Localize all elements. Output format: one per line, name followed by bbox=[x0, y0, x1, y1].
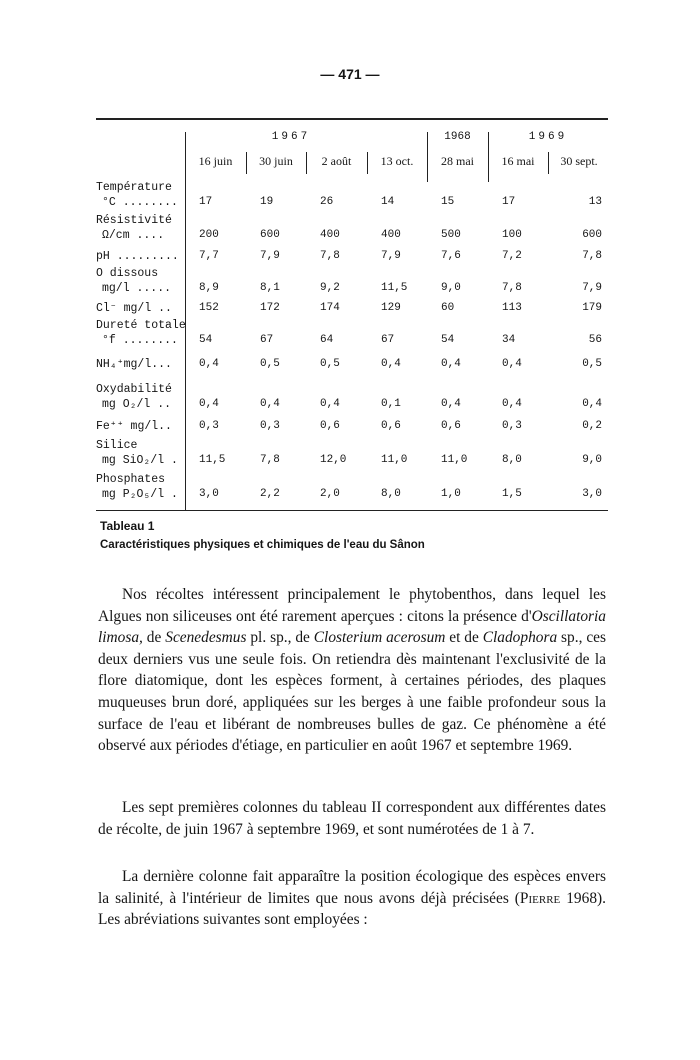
page-number: — 471 — bbox=[320, 66, 380, 82]
date-header: 2 août bbox=[321, 154, 352, 168]
table-cell: 67 bbox=[260, 334, 274, 346]
table-cell: 500 bbox=[441, 229, 461, 241]
table-cell: 3,0 bbox=[199, 488, 219, 500]
table-cell: 8,9 bbox=[199, 282, 219, 294]
table-cell: 11,5 bbox=[381, 282, 408, 294]
table-cell: 2,2 bbox=[260, 488, 280, 500]
table-cell: 0,4 bbox=[441, 358, 461, 370]
date-header: 30 sept. bbox=[560, 154, 598, 168]
table-cell: 26 bbox=[320, 196, 334, 208]
table-cell: 0,5 bbox=[582, 358, 602, 370]
table-cell: 0,4 bbox=[582, 398, 602, 410]
row-label: Phosphates bbox=[96, 473, 166, 486]
table-cell: 54 bbox=[199, 334, 213, 346]
table-cell: 0,3 bbox=[199, 420, 219, 432]
table-top-rule bbox=[96, 118, 608, 120]
table-cell: 17 bbox=[502, 196, 516, 208]
table-cell: 7,8 bbox=[260, 454, 280, 466]
taxon-name: Closterium acerosum bbox=[313, 629, 446, 647]
paragraph bbox=[98, 584, 606, 757]
table-cell: 7,9 bbox=[260, 250, 280, 262]
table-cell: 0,4 bbox=[381, 358, 401, 370]
row-label: Dureté totale bbox=[96, 319, 186, 332]
table-caption-text: Caractéristiques physiques et chimiques de l'eau du Sânon bbox=[100, 539, 425, 551]
row-label: Cl⁻ mg/l .. bbox=[96, 302, 172, 315]
paragraph bbox=[98, 866, 606, 931]
table-cell: 0,4 bbox=[502, 398, 522, 410]
table-cell: 0,4 bbox=[260, 398, 280, 410]
table-cell: 0,4 bbox=[199, 398, 219, 410]
paragraph bbox=[98, 797, 606, 840]
table-cell: 8,0 bbox=[381, 488, 401, 500]
table-cell: 17 bbox=[199, 196, 213, 208]
paragraph-text: Les sept premières colonnes du tableau II correspondent aux différentes dates de récolte, de juin 1967 à septembre 1969, et sont numérotées de 1 à 7. bbox=[98, 799, 606, 838]
table-cell: 12,0 bbox=[320, 454, 347, 466]
year-header: 1968 bbox=[444, 131, 471, 143]
table-cell: 0,2 bbox=[582, 420, 602, 432]
table-cell: 15 bbox=[441, 196, 455, 208]
table-cell: 14 bbox=[381, 196, 395, 208]
row-label: O dissous bbox=[96, 267, 159, 280]
table-cell: 0,4 bbox=[320, 398, 340, 410]
paragraph-text: de bbox=[142, 629, 166, 647]
table-cell: 0,4 bbox=[441, 398, 461, 410]
row-label: mg P₂O₅/l . bbox=[102, 488, 178, 501]
table-cell: 11,0 bbox=[381, 454, 408, 466]
table-cell: 0,6 bbox=[320, 420, 340, 432]
table-cell: 7,6 bbox=[441, 250, 461, 262]
table-cell: 0,3 bbox=[502, 420, 522, 432]
table-cell: 34 bbox=[502, 334, 516, 346]
row-label: Température bbox=[96, 181, 172, 194]
year-header: 1969 bbox=[528, 131, 568, 143]
table-cell: 152 bbox=[199, 302, 219, 314]
row-label: Résistivité bbox=[96, 214, 172, 227]
row-label: °C ........ bbox=[102, 196, 178, 209]
table-cell: 7,8 bbox=[502, 282, 522, 294]
row-label: mg O₂/l .. bbox=[102, 398, 172, 411]
table-cell: 0,6 bbox=[441, 420, 461, 432]
row-label: mg SiO₂/l . bbox=[102, 454, 178, 467]
table-cell: 400 bbox=[320, 229, 340, 241]
row-label: mg/l ..... bbox=[102, 282, 172, 295]
paragraph-text: La dernière colonne fait apparaître la position écologique des espèces envers la salinité, à l'intérieur de limites que nous avons déjà précisées ( bbox=[98, 868, 606, 907]
table-cell: 67 bbox=[381, 334, 395, 346]
date-header: 13 oct. bbox=[380, 154, 414, 168]
date-header: 30 juin bbox=[259, 154, 293, 168]
taxon-name: Scenedesmus bbox=[165, 629, 247, 647]
table-cell: 13 bbox=[588, 196, 602, 208]
table-cell: 172 bbox=[260, 302, 280, 314]
author-name: Pierre bbox=[519, 889, 561, 907]
table-cell: 11,5 bbox=[199, 454, 226, 466]
table-cell: 0,4 bbox=[502, 358, 522, 370]
paragraph-text: et de bbox=[445, 629, 483, 647]
table-cell: 2,0 bbox=[320, 488, 340, 500]
table-cell: 7,8 bbox=[582, 250, 602, 262]
table-cell: 0,6 bbox=[381, 420, 401, 432]
year-header: 1967 bbox=[271, 131, 311, 143]
row-label: Oxydabilité bbox=[96, 383, 172, 396]
table-cell: 600 bbox=[260, 229, 280, 241]
row-label: Silice bbox=[96, 439, 138, 452]
row-label: Fe⁺⁺ mg/l.. bbox=[96, 420, 172, 433]
table-cell: 0,5 bbox=[320, 358, 340, 370]
table-cell: 7,9 bbox=[381, 250, 401, 262]
table-cell: 19 bbox=[260, 196, 274, 208]
table-cell: 64 bbox=[320, 334, 334, 346]
table-cell: 129 bbox=[381, 302, 401, 314]
table-cell: 8,1 bbox=[260, 282, 280, 294]
row-label: NH₄⁺mg/l... bbox=[96, 358, 172, 371]
table-cell: 1,0 bbox=[441, 488, 461, 500]
table-cell: 100 bbox=[502, 229, 522, 241]
paragraph-text: pl. sp., de bbox=[246, 629, 314, 647]
date-header: 16 juin bbox=[198, 154, 233, 168]
taxon-name: Oscillatoria limosa, bbox=[98, 607, 606, 647]
row-label: pH ......... bbox=[96, 250, 179, 263]
table-cell: 200 bbox=[199, 229, 219, 241]
table-cell: 7,8 bbox=[320, 250, 340, 262]
table-cell: 8,0 bbox=[502, 454, 522, 466]
table-cell: 0,4 bbox=[199, 358, 219, 370]
paragraph-text: 1968). Les abréviations suivantes sont employées : bbox=[98, 889, 606, 929]
table-cell: 113 bbox=[502, 302, 522, 314]
table-cell: 1,5 bbox=[502, 488, 522, 500]
table-cell: 9,0 bbox=[441, 282, 461, 294]
table-cell: 9,2 bbox=[320, 282, 340, 294]
table-cell: 7,9 bbox=[582, 282, 602, 294]
table-cell: 400 bbox=[381, 229, 401, 241]
row-label: °f ........ bbox=[102, 334, 178, 347]
table-cell: 9,0 bbox=[582, 454, 602, 466]
row-label: Ω/cm .... bbox=[102, 229, 165, 242]
table-cell: 0,3 bbox=[260, 420, 280, 432]
data-table bbox=[96, 118, 608, 513]
table-cell: 600 bbox=[582, 229, 602, 241]
table-cell: 3,0 bbox=[582, 488, 602, 500]
table-cell: 60 bbox=[441, 302, 455, 314]
paragraph-text: sp., ces deux derniers vus une seule fois. On retiendra dès maintenant l'exclusivité de la flore diatomique, dont les espèces forment, à certaines périodes, des plaques muqueuses brun doré, appliquées sur les berges à une faible profondeur sous la surface de l'eau et libérant de nombreuses bulles de gaz. Ce phénomène a été observé aux périodes d'étiage, en particulier en août 1967 et septembre 1969. bbox=[98, 629, 606, 755]
table-bottom-rule bbox=[96, 510, 608, 511]
date-header: 16 mai bbox=[501, 154, 535, 168]
table-cell: 7,2 bbox=[502, 250, 522, 262]
taxon-name: Cladophora bbox=[482, 629, 558, 647]
table-cell: 179 bbox=[582, 302, 602, 314]
table-caption-title: Tableau 1 bbox=[100, 519, 155, 533]
table-cell: 11,0 bbox=[441, 454, 468, 466]
table-cell: 56 bbox=[588, 334, 602, 346]
table-cell: 0,5 bbox=[260, 358, 280, 370]
table-cell: 174 bbox=[320, 302, 340, 314]
table-cell: 0,1 bbox=[381, 398, 401, 410]
table-cell: 54 bbox=[441, 334, 455, 346]
table-cell: 7,7 bbox=[199, 250, 219, 262]
date-header: 28 mai bbox=[441, 154, 474, 168]
paragraph-text: Nos récoltes intéressent principalement le phytobenthos, dans lequel les Algues non siliceuses ont été rarement aperçues : citons la présence d' bbox=[98, 586, 606, 625]
